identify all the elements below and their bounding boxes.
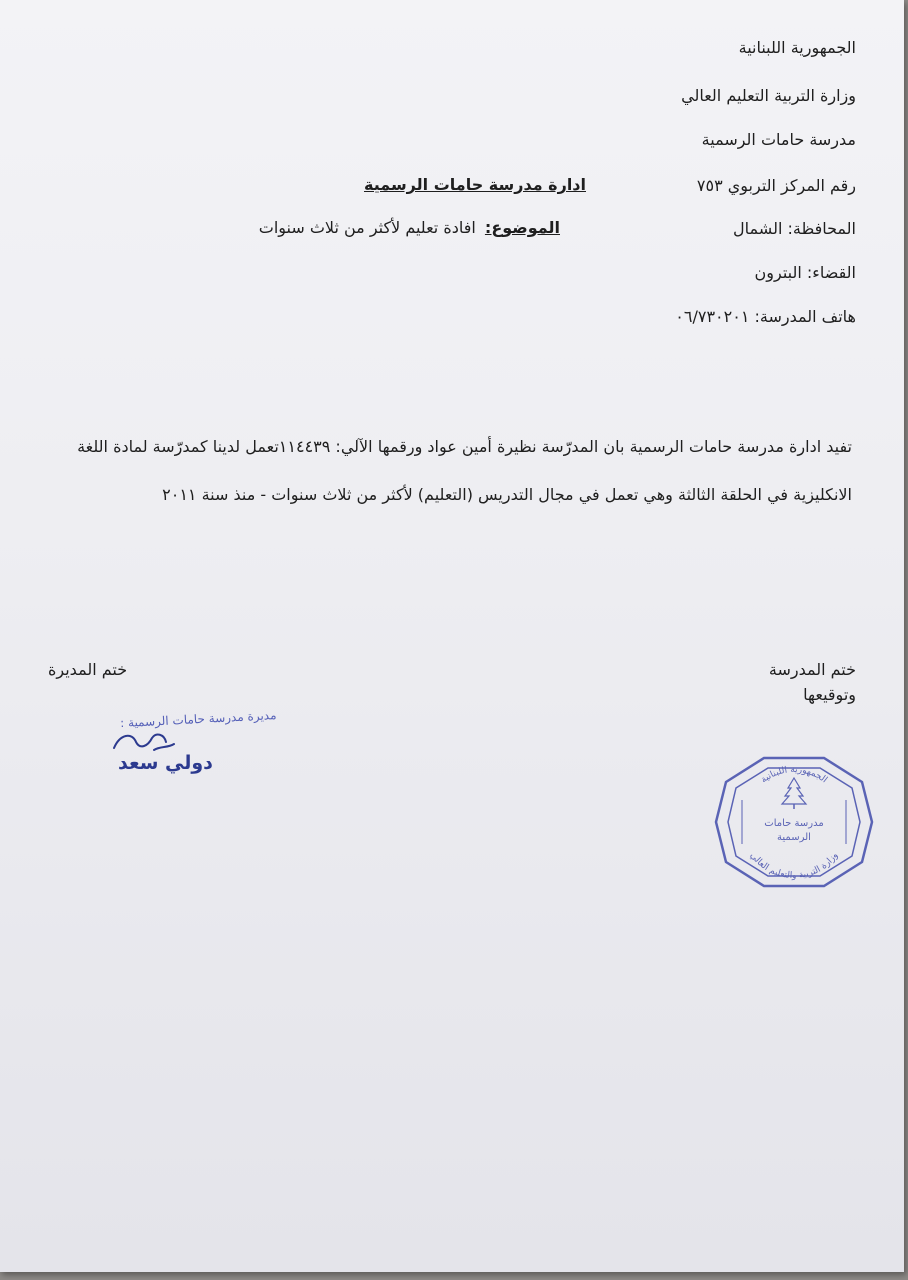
seal-ring-bottom-text: وزارة التربية والتعليم العالي <box>747 850 841 882</box>
header-school: مدرسة حامات الرسمية <box>701 130 856 149</box>
body-line-1: تفيد ادارة مدرسة حامات الرسمية بان المدرّسة نظيرة أمين عواد ورقمها الآلي: ١١٤٤٣٩تعمل لدينا كمدرّسة لمادة اللغة <box>77 437 852 456</box>
seal-center-line-1: مدرسة حامات <box>764 818 824 829</box>
header-phone: هاتف المدرسة: ٠٦/٧٣٠٢٠١ <box>675 307 856 326</box>
stamp-label-line-1: ختم المدرسة <box>768 660 856 679</box>
stamp-label-line-2: وتوقيعها <box>803 685 856 704</box>
header-district: القضاء: البترون <box>754 263 856 282</box>
signature-name: دولي سعد <box>118 752 213 774</box>
header-governorate: المحافظة: الشمال <box>733 219 856 238</box>
subject-line <box>259 218 560 237</box>
body-line-2: الانكليزية في الحلقة الثالثة وهي تعمل في مجال التدريس (التعليم) لأكثر من ثلاث سنوات - منذ سنة ٢٠١١ <box>162 485 852 504</box>
seal-ring-top-text: الجمهورية اللبنانية <box>759 764 829 786</box>
handwritten-signature <box>82 708 282 798</box>
header-center-number: رقم المركز التربوي ٧٥٣ <box>696 176 856 195</box>
header-republic: الجمهورية اللبنانية <box>738 38 856 57</box>
signature-title: مديرة مدرسة حامات الرسمية : <box>119 708 277 731</box>
subject-label: الموضوع: <box>484 218 560 237</box>
header-ministry: وزارة التربية التعليم العالي <box>681 86 856 105</box>
subject-text: افادة تعليم لأكثر من ثلاث سنوات <box>258 218 476 237</box>
seal-center-line-2: الرسمية <box>777 832 811 843</box>
cedar-icon <box>782 778 806 809</box>
school-seal-stamp <box>712 754 876 890</box>
administration-title: ادارة مدرسة حامات الرسمية <box>363 175 586 194</box>
principal-stamp-label: ختم المديرة <box>48 660 128 679</box>
